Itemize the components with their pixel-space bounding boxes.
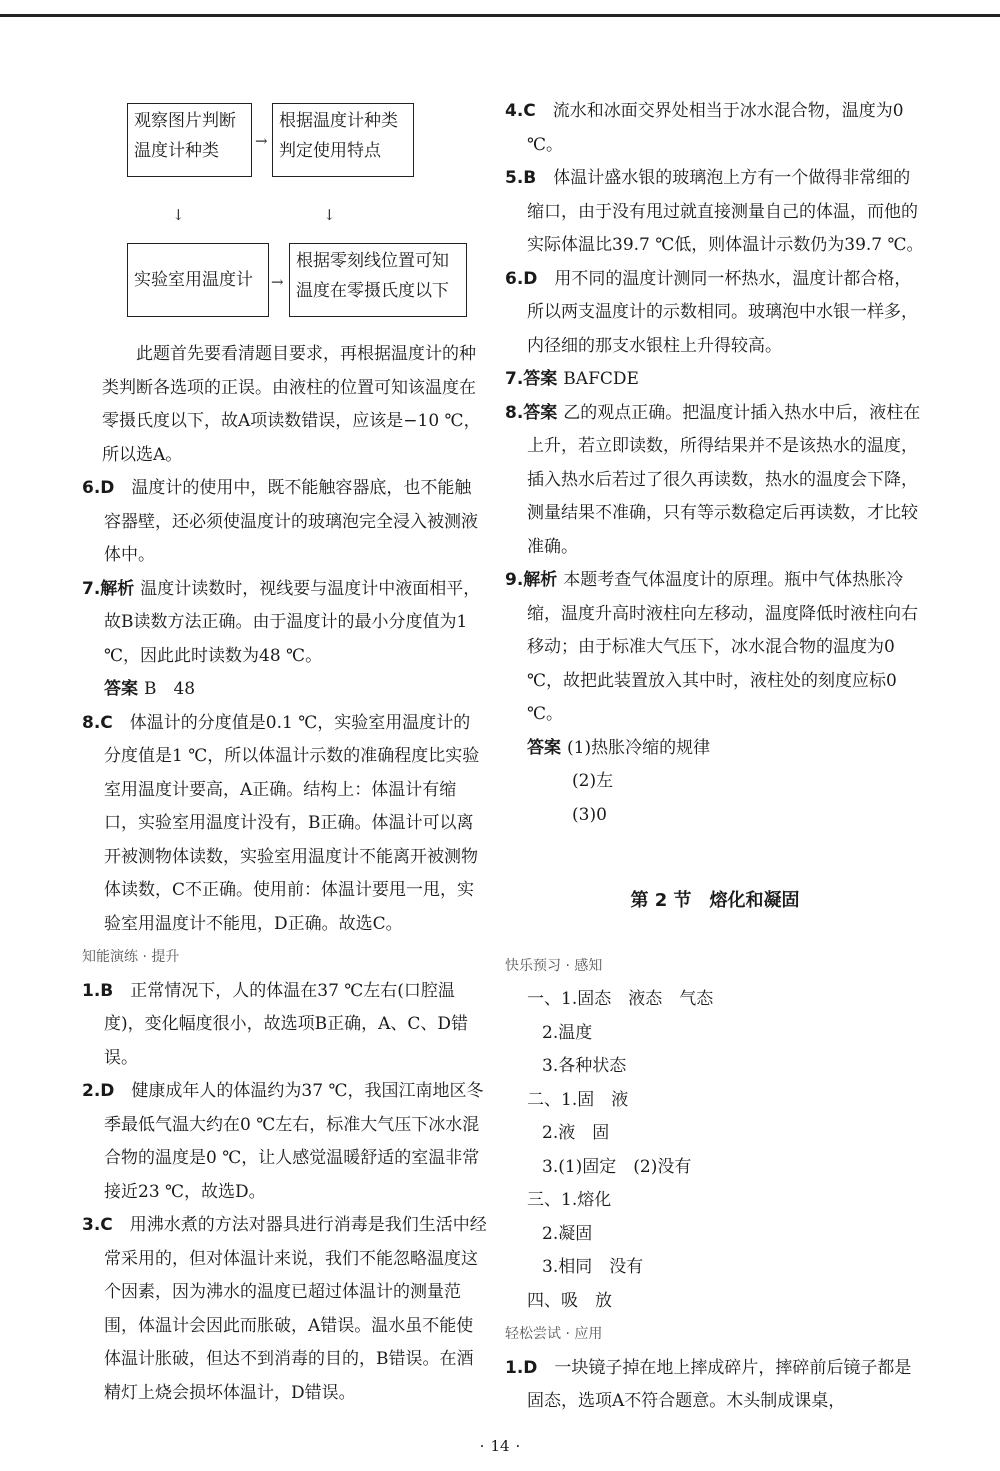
answer-7-text: 温度计读数时，视线要与温度计中液面相平，故B读数方法正确。由于温度计的最小分度值为1 ℃，因此此时读数为48 ℃。	[104, 578, 481, 666]
exercise-3-text: 用沸水煮的方法对器具进行消毒是我们生活中经常采用的，但对体温计来说，我们不能忽略温度这个因素，因为沸水的温度已超过体温计的测量范围，体温计会因此而胀破，A错误。温水虽不能使体温计胀破，但达不到消毒的目的，B错误。在酒精灯上烧会损坏体温计，D错误。	[104, 1215, 487, 1403]
answer-7-keyword: 解析	[100, 578, 135, 599]
section-heading-number: 第 2 节	[630, 890, 692, 911]
right-answer-9-number: 9.	[505, 570, 524, 590]
intro-paragraph: 此题首先要看清题目要求，再根据温度计的种类判断各选项的正误。由液柱的位置可知该温度在零摄氏度以下，故A项读数错误，应该是−10 ℃，所以选A。	[102, 344, 481, 465]
exercise-2	[82, 1075, 487, 1209]
right-answer-9-result-a1: (1)热胀冷缩的规律	[567, 737, 711, 758]
right-answer-8-keyword: 答案	[523, 402, 558, 423]
answer-7-result-text: B 48	[144, 679, 196, 699]
preview-1-2: 2.温度	[542, 1022, 593, 1043]
flow-arrow-down-1: ↓	[172, 206, 185, 224]
flow-box-2-line-2: 判定使用特点	[279, 141, 381, 161]
flow-box-4	[289, 243, 467, 317]
flow-arrow-down-2: ↓	[323, 206, 336, 224]
right-answer-9-result-keyword: 答案	[527, 737, 561, 758]
answer-8	[82, 707, 487, 942]
right-answer-7-text: BAFCDE	[563, 369, 639, 389]
preview-1-1: 一、1.固态 液态 气态	[527, 989, 714, 1009]
trial-1-number: 1.D	[505, 1357, 538, 1378]
right-answer-9	[505, 564, 925, 732]
answer-7	[82, 573, 487, 674]
right-answer-8-text: 乙的观点正确。把温度计插入热水中后，液柱在上升，若立即读数，所得结果并不是该热水的温度，插入热水后若过了很久再读数，热水的温度会下降，测量结果不准确，只有等示数稳定后再读数，才比较准确。	[527, 402, 921, 557]
right-answer-9-result	[505, 732, 925, 766]
right-answer-4-text: 流水和冰面交界处相当于冰水混合物，温度为0 ℃。	[527, 101, 904, 155]
right-answer-9-result-a2: (2)左	[572, 771, 614, 791]
right-answer-6	[505, 263, 925, 364]
page-number-value: 14	[490, 1437, 510, 1455]
right-answer-8-number: 8.	[505, 402, 524, 423]
page-number-dot-right: ·	[515, 1437, 521, 1455]
right-answer-9-text: 本题考查气体温度计的原理。瓶中气体热胀冷缩，温度升高时液柱向左移动，温度降低时液柱向右移动；由于标准大气压下，冰水混合物的温度为0 ℃，故把此装置放入其中时，液柱处的刻度应标0 ℃。	[527, 570, 918, 724]
preview-2-1: 二、1.固 液	[527, 1089, 629, 1110]
right-answer-7-number: 7.	[505, 369, 524, 389]
right-answer-7	[505, 363, 925, 397]
exercise-2-text: 健康成年人的体温约为37 ℃，我国江南地区冬季最低气温大约在0 ℃左右，标准大气压下冰水混合物的温度是0 ℃，让人感觉温暖舒适的室温非常接近23 ℃，故选D。	[104, 1081, 484, 1202]
right-answer-5	[505, 162, 925, 263]
right-column	[505, 95, 925, 1419]
flow-box-2	[272, 103, 414, 177]
section-kuaile: 快乐预习 · 感知	[505, 957, 603, 974]
section-qingsong: 轻松尝试 · 应用	[505, 1326, 603, 1342]
exercise-3-number: 3.C	[82, 1215, 113, 1235]
exercise-1-text: 正常情况下，人的体温在37 ℃左右(口腔温度)，变化幅度很小，故选项B正确，A、C、D错误。	[104, 980, 469, 1068]
answer-7-result	[82, 673, 487, 707]
right-answer-9-result-a3: (3)0	[572, 804, 607, 825]
preview-2-2: 2.液 固	[542, 1123, 610, 1143]
flow-box-3	[127, 243, 269, 317]
answer-8-number: 8.C	[82, 712, 113, 733]
right-answer-4-number: 4.C	[505, 101, 536, 121]
right-answer-9-keyword: 解析	[523, 570, 558, 590]
right-answer-5-text: 体温计盛水银的玻璃泡上方有一个做得非常细的缩口，由于没有甩过就直接测量自己的体温，而他的实际体温比39.7 ℃低，则体温计示数仍为39.7 ℃。	[527, 168, 924, 255]
answer-7-result-keyword: 答案	[104, 679, 138, 699]
page-number-dot-left: ·	[479, 1437, 485, 1455]
flow-box-4-line-2: 温度在零摄氏度以下	[296, 281, 449, 301]
section-heading	[505, 884, 925, 918]
left-column	[82, 95, 487, 1410]
answer-6	[82, 472, 487, 573]
exercise-1	[82, 975, 487, 1076]
section-heading-title: 熔化和凝固	[709, 890, 800, 911]
right-answer-7-keyword: 答案	[523, 369, 558, 389]
preview-1-3: 3.各种状态	[542, 1056, 627, 1076]
answer-6-text: 温度计的使用中，既不能触容器底，也不能触容器壁，还必须使温度计的玻璃泡完全浸入被测液体中。	[104, 478, 478, 565]
exercise-2-number: 2.D	[82, 1081, 115, 1101]
flow-box-1	[127, 103, 252, 177]
top-rule	[0, 14, 1000, 17]
flow-box-1-line-2: 温度计种类	[134, 141, 219, 161]
preview-3-3: 3.相同 没有	[542, 1257, 644, 1277]
flow-box-4-line-1: 根据零刻线位置可知	[296, 251, 449, 271]
preview-3-1: 三、1.熔化	[527, 1190, 612, 1210]
answer-8-text: 体温计的分度值是0.1 ℃，实验室用温度计的分度值是1 ℃，所以体温计示数的准确程度比实验室用温度计要高，A正确。结构上：体温计有缩口，实验室用温度计没有，B正确。体温计可以离开被测物体读数，实验室用温度计不能离开被测物体读数，C不正确。使用前：体温计要甩一甩，实验室用温度计不能甩，D正确。故选C。	[104, 712, 480, 934]
trial-1-text: 一块镜子掉在地上摔成碎片，摔碎前后镜子都是固态，选项A不符合题意。木头制成课桌，	[527, 1357, 912, 1411]
right-answer-5-number: 5.B	[505, 168, 537, 188]
trial-1	[505, 1352, 925, 1419]
exercise-3	[82, 1209, 487, 1410]
right-answer-6-number: 6.D	[505, 268, 538, 289]
answer-6-number: 6.D	[82, 478, 115, 498]
exercise-1-number: 1.B	[82, 980, 114, 1001]
section-zhineng: 知能演练 · 提升	[82, 949, 180, 965]
right-answer-6-text: 用不同的温度计测同一杯热水，温度计都合格，所以两支温度计的示数相同。玻璃泡中水银一样多，内径细的那支水银柱上升得较高。	[527, 268, 918, 356]
flow-box-3-line: 实验室用温度计	[134, 270, 253, 290]
flow-box-1-line-1: 观察图片判断	[134, 111, 236, 131]
preview-4: 四、吸 放	[527, 1290, 612, 1311]
flow-arrow-right-2: →	[271, 273, 284, 291]
flow-box-2-line-1: 根据温度计种类	[279, 111, 398, 131]
flow-arrow-right-1: →	[255, 132, 268, 150]
flowchart	[127, 103, 532, 338]
right-answer-4	[505, 95, 925, 162]
answer-7-number: 7.	[82, 578, 101, 599]
preview-3-2: 2.凝固	[542, 1223, 593, 1244]
right-answer-8	[505, 397, 925, 565]
preview-2-3: 3.(1)固定 (2)没有	[542, 1156, 692, 1177]
page-number	[0, 1437, 1000, 1455]
